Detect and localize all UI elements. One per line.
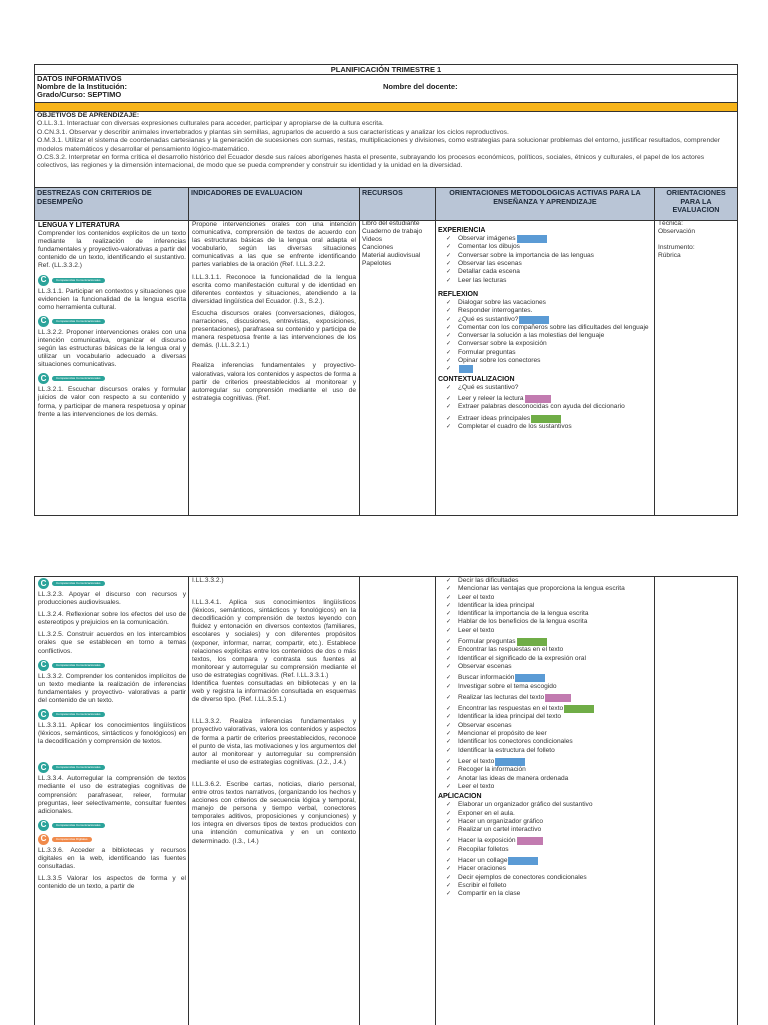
eval-line: Observación <box>658 228 696 236</box>
list-item: ✓ Identificar la estructura del folleto <box>458 747 652 755</box>
orientaciones-column <box>438 225 652 431</box>
column-divider <box>654 577 655 1025</box>
experiencia-list <box>438 235 652 285</box>
eval-line: Instrumento: <box>658 244 695 252</box>
list-item: ✓ Identificar la importancia de la lengua escrita <box>458 610 652 618</box>
competency-badge <box>38 709 186 720</box>
highlight-mark <box>531 415 561 423</box>
eval-line: Técnica: <box>658 220 683 227</box>
column-divider <box>435 187 436 515</box>
list-item: ✓ Decir ejemplos de conectores condicionales <box>458 874 652 882</box>
competency-badge <box>38 373 186 384</box>
list-item: ✓ Formular preguntas <box>458 349 652 357</box>
list-item: ✓ Completar el cuadro de los sustantivos <box>458 423 652 431</box>
digital-competency-badge <box>38 834 186 845</box>
list-item <box>458 758 652 766</box>
objectives-heading: OBJETIVOS DE APRENDIZAJE: <box>37 112 140 119</box>
competency-badge <box>38 578 186 589</box>
recurso-item: Papelotes <box>362 260 392 268</box>
highlight-mark <box>515 674 545 682</box>
recurso-item: Material audiovisual <box>362 252 421 260</box>
planning-page-1 <box>34 64 738 516</box>
list-item: ✓ Hablar de los beneficios de la lengua escrita <box>458 618 652 626</box>
list-item: ✓ Recoger la información <box>458 766 652 774</box>
list-item: ✓ Exponer en el aula. <box>458 810 652 818</box>
list-item: ✓ Elaborar un organizador gráfico del sustantivo <box>458 801 652 809</box>
list-item: ✓ Compartir en la clase <box>458 890 652 898</box>
list-item <box>458 674 652 682</box>
list-item: ✓ Identificar el significado de la expresión oral <box>458 655 652 663</box>
list-item-text: Formular preguntas <box>458 638 516 646</box>
recursos-column <box>362 220 432 269</box>
list-item: ✓ Extraer palabras desconocidas con ayuda del diccionario <box>458 403 652 411</box>
list-item: ✓ Comentar con los compañeros sobre las dificultades del lenguaje <box>458 324 652 332</box>
list-item: ✓ Observar las escenas <box>458 260 652 268</box>
list-item: ✓ Mencionar el propósito de leer <box>458 730 652 738</box>
column-divider <box>359 577 360 1025</box>
c-circle-icon: C <box>38 316 49 327</box>
list-item: ✓ Comentar los dibujos <box>458 243 652 251</box>
indicador-item: Realiza inferencias fundamentales y proyectivo- valorativas, valora los contenidos y aspectos de forma a partir de criterios preestablecidos al monitorear y autorregular su comprensión mediante el uso de estrategia cognitivas. (Ref. <box>192 362 356 402</box>
list-item-text: ¿Qué es sustantivo? <box>458 315 519 323</box>
list-item: ✓ Identificar los conectores condicionales <box>458 738 652 746</box>
list-item: ✓ Recopilar folletos <box>458 846 652 854</box>
header-evaluacion: ORIENTACIONES PARA LA EVALUACION <box>666 188 726 214</box>
indicador-item: I.LL.3.1.1. Reconoce la funcionalidad de la lengua escrita como manifestación cultural y de identidad en diferentes contextos y situaciones, atendiendo a la diversidad lingüística del Ecuador. (I.3., S.2.). <box>192 273 356 305</box>
list-item <box>458 365 652 373</box>
destreza-item: LL.3.2.2. Proponer intervenciones orales con una intención comunicativa, organizar el discurso según las estructuras básicas de la lengua oral y utilizar un vocabulario adecuado a diversas situaciones comunicativas. <box>38 328 186 369</box>
list-item <box>458 395 652 403</box>
list-item: ✓ Leer el texto <box>458 783 652 791</box>
c-circle-icon: C <box>38 275 49 286</box>
badge-label: Competencias Comunicacionales <box>52 278 105 283</box>
highlight-mark <box>545 694 571 702</box>
recurso-item: Cuaderno de trabajo <box>362 228 423 236</box>
indicador-item: I.LL.3.6.2. Escribe cartas, noticias, diario personal, entre otros textos narrativos, (organizando los hechos y acciones con criterios de secuencia lógica y temporal, manejo de persona y tiempo verbal, conectores temporales aditivos, proposiciones y conjunciones) y los integra en diversos tipos de textos producidos con una intención comunicativa y en un contexto determinado. (I.3., I.4.) <box>192 780 356 845</box>
c-circle-icon: C <box>38 709 49 720</box>
highlight-mark <box>519 316 549 324</box>
badge-label: Competencias Comunicacionales <box>52 712 105 717</box>
destreza-item: LL.3.3.6. Acceder a bibliotecas y recursos digitales en la web, identificando las fuentes consultadas. <box>38 846 186 870</box>
list-item: ✓ Mencionar las ventajas que proporciona la lengua escrita <box>458 585 652 593</box>
destrezas-column <box>38 578 186 895</box>
list-item <box>458 638 652 646</box>
objective-item: O.LL.3.1. Interactuar con diversas expresiones culturales para acceder, participar y apropiarse de la cultura escrita. <box>37 120 384 128</box>
phase-heading: APLICACION <box>438 793 482 801</box>
phase-heading: REFLEXION <box>438 290 479 298</box>
list-item-text: Realizar las lecturas del texto <box>458 693 545 701</box>
list-item <box>458 415 652 423</box>
badge-label: Competencias Comunicacionales <box>52 823 105 828</box>
list-item: ✓ Leer las lecturas <box>458 277 652 285</box>
list-item-text: Leer y releer la lectura <box>458 395 524 403</box>
column-divider <box>359 187 360 515</box>
list-item: ✓ Conversar la solución a las molestias del lenguaje <box>458 332 652 340</box>
list-item: ✓ Anotar las ideas de manera ordenada <box>458 775 652 783</box>
indicador-item: I.LL.3.3.2. Realiza inferencias fundamentales y proyectivo valorativas, valora los contenidos y aspectos de forma a partir de criterios preestablecidos, reconoce el punto de vista, las motivaciones y los argumentos del autor al monitorear y autorregular su comprensión mediante el uso de estrategias cognitivas. (J.2., J.4.) <box>192 718 356 766</box>
c-circle-icon: C <box>38 762 49 773</box>
destreza-item: LL.3.3.5 Valorar los aspectos de forma y el contenido de un texto, a partir de <box>38 875 186 891</box>
indicador-item: Propone intervenciones orales con una intención comunicativa, comprensión de textos de acuerdo con las estructuras básicas de la lengua oral adapta el vocabulario, según las diversas situaciones comunicativas a las que se enfrente identificando partes variables de la oración (Ref. I.LL.3.2.2. <box>192 221 356 269</box>
list-item: ✓ Hacer un organizador gráfico <box>458 818 652 826</box>
list-item <box>458 857 652 865</box>
list-item: ✓ Conversar sobre la exposición <box>458 340 652 348</box>
column-divider <box>435 577 436 1025</box>
list-item: ✓ Detallar cada escena <box>458 268 652 276</box>
destreza-item: LL.3.2.4. Reflexionar sobre los efectos del uso de estereotipos y prejuicios en la comunicación. <box>38 611 186 627</box>
badge-label: Competencias Digitales <box>52 837 92 842</box>
competency-badge <box>38 820 186 831</box>
list-item: ✓ Observar escenas <box>458 722 652 730</box>
list-item: ✓ Encontrar las respuestas en el texto <box>458 646 652 654</box>
list-item: ✓ Conversar sobre la importancia de las lenguas <box>458 252 652 260</box>
destreza-item: LL.3.2.1. Escuchar discursos orales y formular juicios de valor con respecto a su contenido y forma, y participar de manera respetuosa y opinar frente a las intervenciones de los demás. <box>38 386 186 418</box>
list-item: ✓ Realizar un cartel interactivo <box>458 826 652 834</box>
eval-line: Rúbrica <box>658 252 681 260</box>
highlight-mark <box>459 365 473 373</box>
destreza-item: LL.3.2.3. Apoyar el discurso con recursos y producciones audiovisuales. <box>38 591 186 607</box>
header-indicadores: INDICADORES DE EVALUACION <box>191 188 303 197</box>
badge-label: Competencias Comunicacionales <box>52 663 105 668</box>
list-item: ✓ Leer el texto <box>458 627 652 635</box>
planning-page-2 <box>34 576 738 1025</box>
teacher-label: Nombre del docente: <box>383 82 458 91</box>
indicador-item: I.LL.3.3.2.) <box>192 577 224 584</box>
competency-badge <box>38 762 186 773</box>
list-item: ✓ Leer el texto <box>458 594 652 602</box>
indicador-item: I.LL.3.4.1. Aplica sus conocimientos lingüísticos (léxicos, semánticos, sintácticos y fonológicos) en la decodificación y comprensión de textos leyendo con fluidez y entonación en diversos contextos (familiares, escolares y sociales) y con diferentes propósitos (exponer, informar, narrar, compartir, etc.). Establece relaciones explícitas entre los contenidos de dos o más textos, los compara y contrasta sus fuentes al monitorear y autorregular su comprensión mediante el uso de estrategias cognitivas. (Ref. I.LL.3.3.1.) <box>192 599 356 679</box>
list-item <box>458 316 652 324</box>
institution-label: Nombre de la Institución: <box>37 82 128 91</box>
activities-list <box>438 577 652 791</box>
orientaciones-column <box>438 577 652 898</box>
badge-label: Competencias Comunicacionales <box>52 765 105 770</box>
recurso-item: Canciones <box>362 244 394 252</box>
page-title: PLANIFICACIÓN TRIMESTRE 1 <box>35 65 737 75</box>
phase-heading: CONTEXTUALIZACION <box>438 375 515 383</box>
list-item: ✓ Escribir el folleto <box>458 882 652 890</box>
c-circle-icon: C <box>38 820 49 831</box>
list-item: ✓ Responder interrogantes. <box>458 307 652 315</box>
list-item-text: Hacer un collage <box>458 857 508 864</box>
destreza-item: LL.3.3.2. Comprender los contenidos implícitos de un texto mediante la realización de inferencias fundamentales y proyectivo- valorativas a partir del contenido de un texto. <box>38 672 186 704</box>
badge-label: Competencias Comunicacionales <box>52 319 105 324</box>
list-item <box>458 705 652 713</box>
list-item: ✓ Identificar la idea principal <box>458 602 652 610</box>
eval-spacer <box>658 236 736 244</box>
competency-badge <box>38 660 186 671</box>
phase-heading: EXPERIENCIA <box>438 227 486 234</box>
highlight-mark <box>564 705 594 713</box>
competency-badge <box>38 275 186 286</box>
list-item <box>458 235 652 243</box>
list-item: ✓ Investigar sobre el tema escogido <box>458 683 652 691</box>
list-item-text: Hacer la exposición <box>458 837 516 845</box>
objectives-block <box>37 112 735 171</box>
subject-heading: LENGUA Y LITERATURA <box>38 222 120 229</box>
objective-item: O.CN.3.1. Observar y describir animales invertebrados y plantas sin semillas, agruparlos de acuerdo a sus características y analizar los ciclos reproductivos. <box>37 128 509 136</box>
c-circle-icon: C <box>38 578 49 589</box>
destreza-intro: Comprender los contenidos explícitos de un texto mediante la realización de inferencias fundamentales y proyectivo-valorativas a partir del contenido de un texto, identificando el sustantivo. Ref. (LL.3.3.2.) <box>38 230 186 270</box>
destreza-item: LL.3.3.4. Autorregular la comprensión de textos mediante el uso de estrategias cognitivas de comprensión: parafrasear, releer, formular preguntas, leer selectivamente, consultar fuentes adicionales. <box>38 775 186 815</box>
aplicacion-list <box>438 801 652 898</box>
list-item-text: Leer el texto <box>458 757 495 765</box>
list-item: ✓ Hacer oraciones <box>458 865 652 873</box>
highlight-mark <box>508 857 538 865</box>
highlight-mark <box>495 758 525 766</box>
competency-badge <box>38 316 186 327</box>
list-item-text: Encontrar las respuestas en el texto <box>458 705 564 713</box>
list-item <box>458 694 652 702</box>
c-circle-icon: C <box>38 373 49 384</box>
list-item: ✓ Identificar la idea principal del texto <box>458 713 652 721</box>
destreza-item: LL.3.3.11. Aplicar los conocimientos lingüísticos (léxicos, semánticos, sintácticos y fonológicos) en la decodificación y comprensión de textos. <box>38 722 186 746</box>
highlight-mark <box>525 395 551 403</box>
c-circle-icon: C <box>38 660 49 671</box>
destreza-item: LL.3.1.1. Participar en contextos y situaciones que evidencien la funcionalidad de la lengua escrita como herramienta cultural. <box>38 287 186 311</box>
badge-label: Competencias Comunicacionales <box>52 581 105 586</box>
indicador-item: Identifica fuentes consultadas en bibliotecas y en la web y registra la información consultada en esquemas de diverso tipo. (Ref. I.LL.3.5.1.) <box>192 680 356 704</box>
indicadores-column <box>192 221 356 407</box>
highlight-mark <box>517 235 547 243</box>
list-item: ✓ Observar escenas <box>458 663 652 671</box>
list-item-text: Extraer ideas principales <box>458 414 531 422</box>
destrezas-column <box>38 220 186 423</box>
recurso-item: Videos <box>362 236 383 244</box>
c-circle-icon: C <box>38 834 49 845</box>
reflexion-list <box>438 299 652 374</box>
objective-item: O.M.3.1. Utilizar el sistema de coordenadas cartesianas y la generación de sucesiones con sumas, restas, multiplicaciones y divisiones, como estrategias para solucionar problemas del entorno, justificar resultados, comprender modelos matemáticos y desarrollar el pensamiento lógico-matemático. <box>37 137 721 153</box>
badge-label: Competencias Comunicacionales <box>52 376 105 381</box>
orange-divider <box>35 102 737 112</box>
destreza-item: LL.3.2.5. Construir acuerdos en los intercambios orales que se establecen en torno a temas conflictivos. <box>38 631 186 655</box>
grade-label: Grado/Curso: SEPTIMO <box>37 90 122 99</box>
header-recursos: RECURSOS <box>362 188 403 197</box>
indicador-item: Escucha discursos orales (conversaciones, diálogos, narraciones, discusiones, entrevistas, exposiciones, presentaciones), parafrasea su contenido y participa de manera respetuosa frente a las intervenciones de los demás. (I.LL.3.2.1.) <box>192 309 356 350</box>
evaluacion-column <box>658 220 736 260</box>
column-divider <box>654 187 655 515</box>
info-heading: DATOS INFORMATIVOS <box>37 74 122 83</box>
list-item <box>458 837 652 845</box>
column-divider <box>188 187 189 515</box>
list-item-text: Observar imágenes <box>458 235 516 243</box>
list-item: ✓ Decir las dificultades <box>458 577 652 585</box>
recurso-item: Libro del estudiante <box>362 220 420 227</box>
table-header <box>35 187 737 221</box>
objective-item: O.CS.3.2. Interpretar en forma crítica el desarrollo histórico del Ecuador desde sus raíces aborígenes hasta el presente, subrayando los procesos económicos, políticos, sociales, étnicos y culturales, el papel de los actores colectivos, las regiones y la dimensión internacional, de modo que se pueda comprender y construir su identidad y la unidad en la diversidad. <box>37 154 705 170</box>
contextualizacion-list <box>438 384 652 431</box>
list-item: ✓ Dialogar sobre las vacaciones <box>458 299 652 307</box>
highlight-mark <box>517 837 543 845</box>
indicadores-column <box>192 577 356 850</box>
highlight-mark <box>517 638 547 646</box>
list-item: ✓ ¿Qué es sustantivo? <box>458 384 652 392</box>
column-divider <box>188 577 189 1025</box>
list-item: ✓ Opinar sobre los conectores <box>458 357 652 365</box>
header-orientaciones: ORIENTACIONES METODOLOGICAS ACTIVAS PARA LA ENSEÑANZA Y APRENDIZAJE <box>449 188 641 206</box>
header-destrezas: DESTREZAS CON CRITERIOS DE DESEMPEÑO <box>37 188 152 206</box>
list-item-text: Buscar información <box>458 674 515 682</box>
